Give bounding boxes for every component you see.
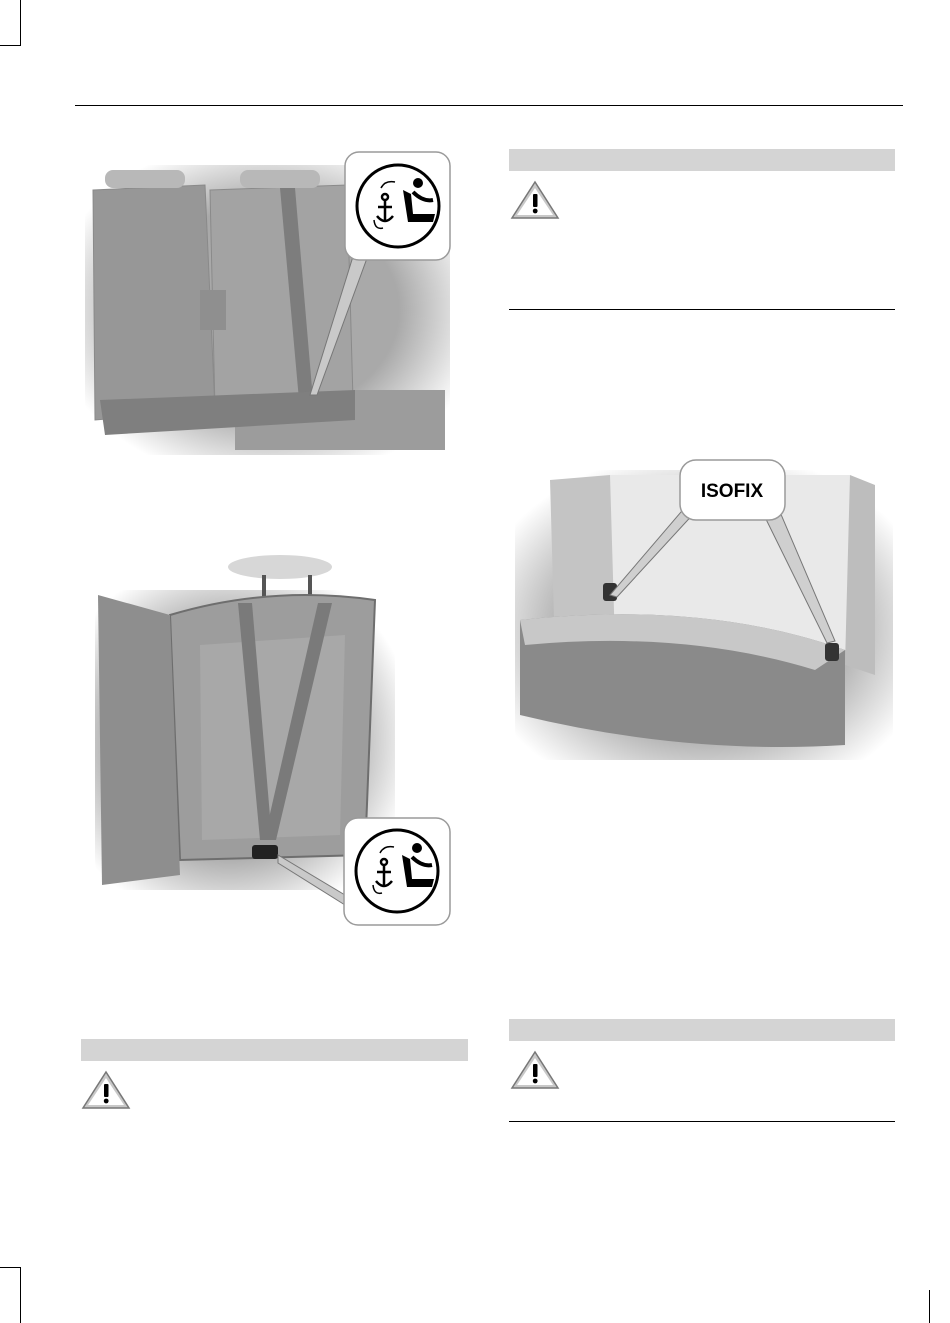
tether-hook <box>252 845 278 859</box>
figure-top-tether-seatback <box>90 555 455 927</box>
header-rule <box>75 105 903 106</box>
warning-triangle-icon <box>510 180 560 220</box>
figure-isofix-anchors <box>515 455 895 760</box>
warning-header-bar <box>509 149 895 171</box>
isofix-label: ISOFIX <box>700 481 764 502</box>
isofix-anchor-right <box>825 643 839 661</box>
seat-side-right <box>845 475 875 675</box>
headrest-right <box>240 170 320 188</box>
seat-hinge <box>200 290 226 330</box>
crop-mark-bottom-left-vertical <box>20 1267 21 1323</box>
seat-side-left <box>98 595 180 885</box>
warning-end-rule <box>509 309 895 310</box>
crop-mark-top-left-vertical <box>20 0 21 46</box>
warning-header-bar <box>509 1019 895 1041</box>
seat-left <box>93 185 215 420</box>
anchor-icon-callout <box>345 152 450 260</box>
headrest-left <box>105 170 185 188</box>
headrest <box>228 555 332 579</box>
crop-mark-bottom-right-vertical <box>929 1290 930 1323</box>
crop-mark-bottom-left-horizontal <box>0 1267 20 1268</box>
warning-triangle-icon <box>510 1050 560 1090</box>
warning-triangle-icon <box>81 1070 131 1110</box>
isofix-callout <box>680 460 785 520</box>
crop-mark-top-left-horizontal <box>0 45 20 46</box>
warning-header-bar <box>81 1039 468 1061</box>
warning-end-rule <box>509 1121 895 1122</box>
figure-top-tether-row <box>85 150 455 460</box>
seat-center <box>210 185 353 410</box>
anchor-icon-callout <box>344 818 450 925</box>
